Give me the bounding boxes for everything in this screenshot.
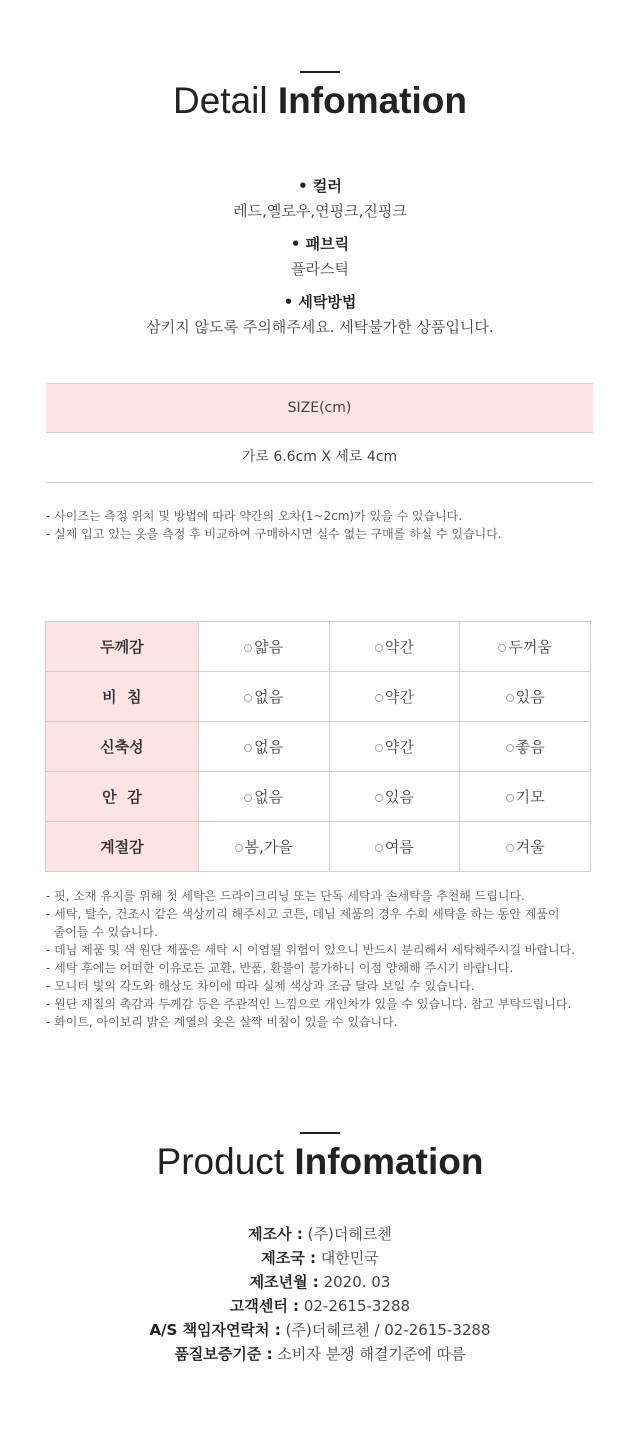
table-row [46,822,591,872]
radio-circle-icon [506,794,514,802]
option-label: 있음 [515,688,545,706]
info-value: 대한민국 [320,1249,379,1267]
info-label: 제조사 : [248,1225,303,1243]
note-line: - 화이트, 아이보리 밝은 계열의 옷은 살짝 비침이 있을 수 있습니다. [46,1015,398,1029]
product-title-bold: Infomation [294,1141,484,1182]
option-label: 없음 [254,688,284,706]
option-label: 두꺼움 [508,638,552,656]
radio-circle-icon [244,694,252,702]
option-cell [329,622,460,672]
note-line: - 모니터 빛의 각도와 해상도 차이에 따라 실제 색상과 조금 달라 보일 수 있습니다. [46,979,475,993]
fabric-feel-table [45,621,591,872]
info-value: (주)더헤르첸 / 02-2615-3288 [285,1321,491,1339]
row-label: 두께감 [46,622,199,672]
option-label: 좋음 [515,738,545,756]
note-line: - 세탁, 탈수, 건조시 같은 색상끼리 해주시고 코튼, 데님 제품의 경우 수회 세탁을 하는 동안 제품이 [46,907,560,921]
option-label: 있음 [384,788,414,806]
radio-circle-icon [375,744,383,752]
radio-circle-icon [244,744,252,752]
option-cell [198,722,329,772]
detail-title-light: Detail [173,80,268,121]
table-row [46,772,591,822]
row-label: 비 침 [46,672,199,722]
option-label: 여름 [384,838,414,856]
info-row [0,1246,640,1270]
spec-color [0,175,640,221]
radio-circle-icon [244,794,252,802]
option-cell [460,622,591,672]
info-row [0,1222,640,1246]
table-row [46,722,591,772]
spec-label: • 패브릭 [290,235,350,253]
product-title [0,1141,640,1183]
option-label: 없음 [254,738,284,756]
row-label: 안 감 [46,772,199,822]
info-label: 품질보증기준 : [174,1345,273,1363]
spec-value: 플라스틱 [291,260,349,278]
spec-washing [0,291,640,337]
table-row [46,672,591,722]
spec-value: 삼키지 않도록 주의해주세요. 세탁불가한 상품입니다. [146,318,494,336]
option-cell [329,822,460,872]
detail-title-bold: Infomation [277,80,467,121]
radio-circle-icon [506,744,514,752]
option-cell [460,672,591,722]
row-label: 신축성 [46,722,199,772]
option-cell [329,772,460,822]
option-cell [460,722,591,772]
radio-circle-icon [506,694,514,702]
option-label: 약간 [384,738,414,756]
size-notes [46,507,502,543]
radio-circle-icon [375,694,383,702]
option-cell [460,772,591,822]
radio-circle-icon [375,844,383,852]
row-label: 계절감 [46,822,199,872]
spec-value: 레드,옐로우,연핑크,진핑크 [233,202,407,220]
spec-label: • 컬러 [298,177,342,195]
note-line: - 세탁 후에는 어떠한 이유로든 교환, 반품, 환불이 불가하니 이점 양해해 주시기 바랍니다. [46,961,514,975]
size-value: 가로 6.6cm X 세로 4cm [46,432,593,483]
option-label: 기모 [515,788,545,806]
size-header: SIZE(cm) [46,383,593,433]
note-line: 줄어들 수 있습니다. [46,925,158,939]
info-label: 제조국 : [261,1249,316,1267]
info-value: 2020. 03 [323,1273,391,1291]
note-line: - 핏, 소재 유지를 위해 첫 세탁은 드라이크리닝 또는 단독 세탁과 손세탁을 추천해 드립니다. [46,889,525,903]
radio-circle-icon [498,644,506,652]
option-cell [329,672,460,722]
option-cell [198,822,329,872]
info-value: (주)더헤르첸 [307,1225,392,1243]
detail-title [0,80,640,122]
option-cell [198,772,329,822]
info-label: 고객센터 : [229,1297,300,1315]
note-line: - 사이즈는 측정 위치 및 방법에 따라 약간의 오차(1~2cm)가 있을 수 있습니다. [46,509,463,523]
option-cell [329,722,460,772]
option-cell [198,622,329,672]
product-info-list [0,1222,640,1366]
radio-circle-icon [244,644,252,652]
info-row [0,1342,640,1366]
note-line: - 실제 입고 있는 옷을 측정 후 비교하여 구매하시면 실수 없는 구매를 하실 수 있습니다. [46,527,502,541]
note-line: - 데님 제품 및 색 원단 제품은 세탁 시 이염될 위험이 있으니 반드시 분리해서 세탁해주시길 바랍니다. [46,943,576,957]
radio-circle-icon [506,844,514,852]
info-label: 제조년월 : [249,1273,319,1291]
option-label: 겨울 [515,838,545,856]
option-label: 약간 [384,638,414,656]
info-row [0,1294,640,1318]
info-value: 02-2615-3288 [303,1297,411,1315]
info-label: A/S 책임자연락처 : [149,1321,281,1339]
option-label: 봄,가을 [244,838,293,856]
spec-fabric [0,233,640,279]
title-divider [300,1132,340,1134]
option-label: 없음 [254,788,284,806]
title-divider [300,71,340,73]
note-line: - 원단 재질의 촉감과 두께감 등은 주관적인 느낌으로 개인차가 있을 수 있습니다. 참고 부탁드립니다. [46,997,572,1011]
radio-circle-icon [375,794,383,802]
radio-circle-icon [375,644,383,652]
info-row [0,1318,640,1342]
option-label: 얇음 [254,638,284,656]
radio-circle-icon [235,844,243,852]
spec-label: • 세탁방법 [283,293,357,311]
product-title-light: Product [156,1141,285,1182]
info-row [0,1270,640,1294]
option-cell [460,822,591,872]
table-row [46,622,591,672]
care-notes [46,887,575,1031]
info-value: 소비자 분쟁 해결기준에 따름 [277,1345,466,1363]
option-cell [198,672,329,722]
option-label: 약간 [384,688,414,706]
